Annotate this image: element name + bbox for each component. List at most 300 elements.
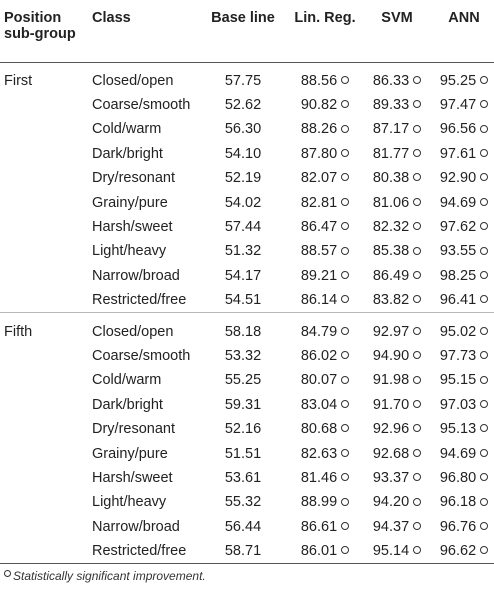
svm-cell-value: 92.96 <box>372 421 410 438</box>
svm-cell <box>364 393 430 417</box>
ann-cell <box>430 466 494 490</box>
svm-cell-value: 81.77 <box>372 145 410 162</box>
open-circle-icon <box>341 125 349 133</box>
linreg-cell-value: 87.80 <box>300 145 338 162</box>
open-circle-icon <box>413 473 421 481</box>
class-cell-value: Closed/open <box>92 72 174 89</box>
table-row <box>0 215 494 239</box>
group-name: First <box>4 72 33 89</box>
table-row <box>0 417 494 441</box>
group-cell <box>0 142 92 166</box>
table-row <box>0 239 494 263</box>
open-circle-icon <box>341 546 349 554</box>
svm-cell-value: 93.37 <box>372 469 410 486</box>
header-baseline: Base line <box>211 10 275 26</box>
baseline-cell-value: 57.75 <box>224 72 262 89</box>
group-cell <box>0 215 92 239</box>
class-cell-value: Harsh/sweet <box>92 219 173 236</box>
ann-cell-value: 95.13 <box>439 421 477 438</box>
linreg-cell-value: 84.79 <box>300 323 338 340</box>
open-circle-icon <box>480 222 488 230</box>
baseline-cell-value: 51.32 <box>224 243 262 260</box>
ann-cell-value: 92.90 <box>439 170 477 187</box>
open-circle-icon <box>480 327 488 335</box>
group-cell <box>0 344 92 368</box>
table-row <box>0 142 494 166</box>
baseline-cell <box>200 466 286 490</box>
baseline-cell-value: 54.02 <box>224 194 262 211</box>
open-circle-icon <box>413 295 421 303</box>
class-cell-value: Cold/warm <box>92 121 162 138</box>
table-row <box>0 466 494 490</box>
group-cell <box>0 117 92 141</box>
header-linreg: Lin. Reg. <box>294 10 356 26</box>
class-cell-value: Light/heavy <box>92 494 167 511</box>
table-row <box>0 93 494 117</box>
baseline-cell-value: 58.18 <box>224 323 262 340</box>
open-circle-icon <box>480 449 488 457</box>
open-circle-icon <box>341 76 349 84</box>
baseline-cell <box>200 368 286 392</box>
open-circle-icon <box>480 76 488 84</box>
header-position <box>0 0 92 62</box>
svm-cell-value: 94.20 <box>372 494 410 511</box>
class-cell-value: Grainy/pure <box>92 445 168 462</box>
baseline-cell <box>200 313 286 344</box>
ann-cell-value: 97.73 <box>439 347 477 364</box>
open-circle-icon <box>413 449 421 457</box>
ann-cell <box>430 393 494 417</box>
linreg-cell <box>286 142 364 166</box>
ann-cell <box>430 368 494 392</box>
open-circle-icon <box>413 198 421 206</box>
class-cell <box>92 142 200 166</box>
ann-cell <box>430 239 494 263</box>
svm-cell <box>364 417 430 441</box>
open-circle-icon <box>341 351 349 359</box>
open-circle-icon <box>413 222 421 230</box>
class-cell <box>92 393 200 417</box>
group-cell <box>0 466 92 490</box>
baseline-cell-value: 52.16 <box>224 421 262 438</box>
table-row <box>0 393 494 417</box>
open-circle-icon <box>480 522 488 530</box>
open-circle-icon <box>413 327 421 335</box>
ann-cell-value: 97.03 <box>439 396 477 413</box>
svm-cell <box>364 539 430 564</box>
svm-cell <box>364 490 430 514</box>
baseline-cell-value: 52.19 <box>224 170 262 187</box>
open-circle-icon <box>341 376 349 384</box>
svm-cell-value: 82.32 <box>372 219 410 236</box>
class-cell <box>92 344 200 368</box>
class-cell <box>92 93 200 117</box>
group-cell <box>0 239 92 263</box>
ann-cell-value: 95.25 <box>439 72 477 89</box>
group-cell <box>0 393 92 417</box>
baseline-cell <box>200 93 286 117</box>
baseline-cell <box>200 490 286 514</box>
group-cell <box>0 515 92 539</box>
svm-cell <box>364 93 430 117</box>
open-circle-icon <box>341 400 349 408</box>
linreg-cell <box>286 239 364 263</box>
open-circle-icon <box>341 473 349 481</box>
class-cell <box>92 515 200 539</box>
table-row <box>0 264 494 288</box>
baseline-cell <box>200 239 286 263</box>
linreg-cell <box>286 441 364 465</box>
linreg-cell <box>286 417 364 441</box>
open-circle-icon <box>480 546 488 554</box>
class-cell <box>92 466 200 490</box>
ann-cell <box>430 539 494 564</box>
baseline-cell-value: 51.51 <box>224 445 262 462</box>
svm-cell <box>364 441 430 465</box>
ann-cell <box>430 142 494 166</box>
open-circle-icon <box>413 100 421 108</box>
ann-cell <box>430 117 494 141</box>
linreg-cell-value: 80.07 <box>300 372 338 389</box>
baseline-cell-value: 53.32 <box>224 347 262 364</box>
svm-cell-value: 95.14 <box>372 543 410 560</box>
baseline-cell <box>200 117 286 141</box>
open-circle-icon <box>341 295 349 303</box>
svm-cell <box>364 313 430 344</box>
class-cell <box>92 490 200 514</box>
group-cell <box>0 441 92 465</box>
linreg-cell-value: 86.61 <box>300 518 338 535</box>
open-circle-icon <box>341 222 349 230</box>
ann-cell-value: 98.25 <box>439 267 477 284</box>
open-circle-icon <box>413 424 421 432</box>
open-circle-icon <box>413 149 421 157</box>
ann-cell-value: 97.61 <box>439 145 477 162</box>
group-cell <box>0 264 92 288</box>
open-circle-icon <box>480 198 488 206</box>
svm-cell <box>364 344 430 368</box>
table-row <box>0 344 494 368</box>
ann-cell-value: 96.18 <box>439 494 477 511</box>
baseline-cell <box>200 215 286 239</box>
linreg-cell <box>286 166 364 190</box>
linreg-cell-value: 82.81 <box>300 194 338 211</box>
table-row <box>0 62 494 93</box>
ann-cell <box>430 313 494 344</box>
class-cell <box>92 190 200 214</box>
group-cell <box>0 417 92 441</box>
table-row <box>0 539 494 564</box>
baseline-cell-value: 54.51 <box>224 292 262 309</box>
svm-cell <box>364 288 430 313</box>
ann-cell-value: 94.69 <box>439 194 477 211</box>
linreg-cell-value: 86.02 <box>300 347 338 364</box>
svm-cell-value: 92.68 <box>372 445 410 462</box>
baseline-cell-value: 55.32 <box>224 494 262 511</box>
class-cell <box>92 539 200 564</box>
open-circle-icon <box>341 498 349 506</box>
svm-cell-value: 87.17 <box>372 121 410 138</box>
open-circle-icon <box>413 125 421 133</box>
open-circle-icon <box>480 376 488 384</box>
svm-cell-value: 94.37 <box>372 518 410 535</box>
open-circle-icon <box>413 76 421 84</box>
group-cell <box>0 166 92 190</box>
ann-cell <box>430 166 494 190</box>
table-row <box>0 441 494 465</box>
ann-cell-value: 96.56 <box>439 121 477 138</box>
class-cell-value: Narrow/broad <box>92 518 180 535</box>
svm-cell-value: 80.38 <box>372 170 410 187</box>
linreg-cell-value: 81.46 <box>300 469 338 486</box>
group-cell <box>0 313 92 344</box>
linreg-cell <box>286 117 364 141</box>
open-circle-icon <box>413 351 421 359</box>
footnote-text: Statistically significant improvement. <box>13 569 206 583</box>
svm-cell <box>364 117 430 141</box>
header-svm: SVM <box>381 10 413 26</box>
group-cell <box>0 368 92 392</box>
open-circle-icon <box>480 295 488 303</box>
svm-cell <box>364 264 430 288</box>
linreg-cell <box>286 313 364 344</box>
linreg-cell-value: 80.68 <box>300 421 338 438</box>
ann-cell-value: 96.80 <box>439 469 477 486</box>
class-cell <box>92 215 200 239</box>
baseline-cell-value: 56.44 <box>224 518 262 535</box>
class-cell-value: Dark/bright <box>92 145 163 162</box>
open-circle-icon <box>480 271 488 279</box>
header-position-line2: sub-group <box>4 26 76 42</box>
svm-cell <box>364 142 430 166</box>
open-circle-icon <box>480 400 488 408</box>
baseline-cell-value: 55.25 <box>224 372 262 389</box>
open-circle-icon <box>413 376 421 384</box>
table-row <box>0 166 494 190</box>
svm-cell-value: 89.33 <box>372 97 410 114</box>
class-cell-value: Coarse/smooth <box>92 97 191 114</box>
class-cell <box>92 239 200 263</box>
baseline-cell-value: 52.62 <box>224 97 262 114</box>
ann-cell-value: 94.69 <box>439 445 477 462</box>
header-row <box>0 0 494 62</box>
ann-cell <box>430 417 494 441</box>
svm-cell-value: 85.38 <box>372 243 410 260</box>
baseline-cell <box>200 142 286 166</box>
class-cell <box>92 313 200 344</box>
baseline-cell <box>200 344 286 368</box>
group-cell <box>0 62 92 93</box>
baseline-cell-value: 58.71 <box>224 543 262 560</box>
ann-cell <box>430 264 494 288</box>
svm-cell <box>364 215 430 239</box>
table-row <box>0 515 494 539</box>
linreg-cell-value: 88.26 <box>300 121 338 138</box>
ann-cell-value: 95.02 <box>439 323 477 340</box>
class-cell-value: Narrow/broad <box>92 267 180 284</box>
open-circle-icon <box>480 351 488 359</box>
class-cell <box>92 288 200 313</box>
class-cell <box>92 368 200 392</box>
baseline-cell <box>200 288 286 313</box>
ann-cell <box>430 490 494 514</box>
linreg-cell <box>286 344 364 368</box>
linreg-cell-value: 88.56 <box>300 72 338 89</box>
linreg-cell <box>286 466 364 490</box>
open-circle-icon <box>413 400 421 408</box>
baseline-cell-value: 59.31 <box>224 396 262 413</box>
baseline-cell <box>200 190 286 214</box>
ann-cell <box>430 215 494 239</box>
header-class: Class <box>92 10 131 26</box>
linreg-cell <box>286 539 364 564</box>
class-cell <box>92 62 200 93</box>
baseline-cell-value: 54.17 <box>224 267 262 284</box>
baseline-cell-value: 53.61 <box>224 469 262 486</box>
linreg-cell <box>286 288 364 313</box>
footnote <box>4 569 206 583</box>
linreg-cell-value: 90.82 <box>300 97 338 114</box>
table-body <box>0 62 494 564</box>
group-cell <box>0 190 92 214</box>
open-circle-icon <box>413 522 421 530</box>
baseline-cell <box>200 515 286 539</box>
ann-cell-value: 96.76 <box>439 518 477 535</box>
ann-cell <box>430 93 494 117</box>
class-cell-value: Dry/resonant <box>92 170 176 187</box>
table-row <box>0 288 494 313</box>
ann-cell <box>430 344 494 368</box>
group-name: Fifth <box>4 323 33 340</box>
ann-cell <box>430 515 494 539</box>
group-cell <box>0 288 92 313</box>
ann-cell-value: 96.41 <box>439 292 477 309</box>
open-circle-icon <box>341 198 349 206</box>
svm-cell-value: 86.49 <box>372 267 410 284</box>
linreg-cell <box>286 264 364 288</box>
linreg-cell <box>286 215 364 239</box>
svm-cell-value: 83.82 <box>372 292 410 309</box>
linreg-cell-value: 82.07 <box>300 170 338 187</box>
baseline-cell <box>200 264 286 288</box>
svm-cell <box>364 190 430 214</box>
open-circle-icon <box>341 522 349 530</box>
linreg-cell-value: 86.14 <box>300 292 338 309</box>
open-circle-icon <box>341 173 349 181</box>
baseline-cell-value: 54.10 <box>224 145 262 162</box>
open-circle-icon <box>480 247 488 255</box>
class-cell <box>92 417 200 441</box>
svm-cell-value: 86.33 <box>372 72 410 89</box>
ann-cell <box>430 441 494 465</box>
linreg-cell <box>286 62 364 93</box>
open-circle-icon <box>341 271 349 279</box>
ann-cell-value: 97.62 <box>439 219 477 236</box>
group-cell <box>0 93 92 117</box>
ann-cell <box>430 62 494 93</box>
class-cell-value: Closed/open <box>92 323 174 340</box>
class-cell-value: Grainy/pure <box>92 194 168 211</box>
svm-cell <box>364 368 430 392</box>
open-circle-icon <box>341 100 349 108</box>
linreg-cell-value: 88.99 <box>300 494 338 511</box>
baseline-cell <box>200 539 286 564</box>
open-circle-icon <box>480 100 488 108</box>
group-cell <box>0 539 92 564</box>
ann-cell <box>430 190 494 214</box>
class-cell-value: Light/heavy <box>92 243 167 260</box>
class-cell-value: Restricted/free <box>92 292 187 309</box>
baseline-cell-value: 56.30 <box>224 121 262 138</box>
table-row <box>0 313 494 344</box>
svm-cell-value: 81.06 <box>372 194 410 211</box>
open-circle-icon <box>413 546 421 554</box>
open-circle-icon <box>480 173 488 181</box>
table-row <box>0 190 494 214</box>
open-circle-icon <box>480 424 488 432</box>
open-circle-icon <box>341 327 349 335</box>
class-cell <box>92 264 200 288</box>
table-row <box>0 117 494 141</box>
linreg-cell-value: 88.57 <box>300 243 338 260</box>
baseline-cell-value: 57.44 <box>224 219 262 236</box>
linreg-cell <box>286 190 364 214</box>
svm-cell-value: 92.97 <box>372 323 410 340</box>
linreg-cell <box>286 368 364 392</box>
svm-cell-value: 91.98 <box>372 372 410 389</box>
open-circle-icon <box>341 149 349 157</box>
svm-cell-value: 94.90 <box>372 347 410 364</box>
ann-cell-value: 95.15 <box>439 372 477 389</box>
open-circle-icon <box>413 498 421 506</box>
class-cell-value: Restricted/free <box>92 543 187 560</box>
ann-cell-value: 93.55 <box>439 243 477 260</box>
linreg-cell <box>286 490 364 514</box>
linreg-cell-value: 89.21 <box>300 267 338 284</box>
linreg-cell-value: 82.63 <box>300 445 338 462</box>
open-circle-icon <box>341 424 349 432</box>
linreg-cell <box>286 93 364 117</box>
baseline-cell <box>200 393 286 417</box>
linreg-cell <box>286 393 364 417</box>
baseline-cell <box>200 166 286 190</box>
linreg-cell <box>286 515 364 539</box>
class-cell-value: Harsh/sweet <box>92 469 173 486</box>
linreg-cell-value: 86.01 <box>300 543 338 560</box>
table-row <box>0 490 494 514</box>
class-cell-value: Dark/bright <box>92 396 163 413</box>
ann-cell <box>430 288 494 313</box>
linreg-cell-value: 83.04 <box>300 396 338 413</box>
svm-cell <box>364 515 430 539</box>
open-circle-icon <box>480 473 488 481</box>
open-circle-icon <box>413 247 421 255</box>
open-circle-icon <box>341 247 349 255</box>
ann-cell-value: 96.62 <box>439 543 477 560</box>
baseline-cell <box>200 417 286 441</box>
svm-cell <box>364 62 430 93</box>
svm-cell-value: 91.70 <box>372 396 410 413</box>
svm-cell <box>364 239 430 263</box>
baseline-cell <box>200 62 286 93</box>
group-cell <box>0 490 92 514</box>
header-position-line1: Position <box>4 10 62 26</box>
header-ann: ANN <box>448 10 480 26</box>
baseline-cell <box>200 441 286 465</box>
open-circle-icon <box>480 498 488 506</box>
open-circle-icon <box>480 125 488 133</box>
open-circle-icon <box>413 271 421 279</box>
